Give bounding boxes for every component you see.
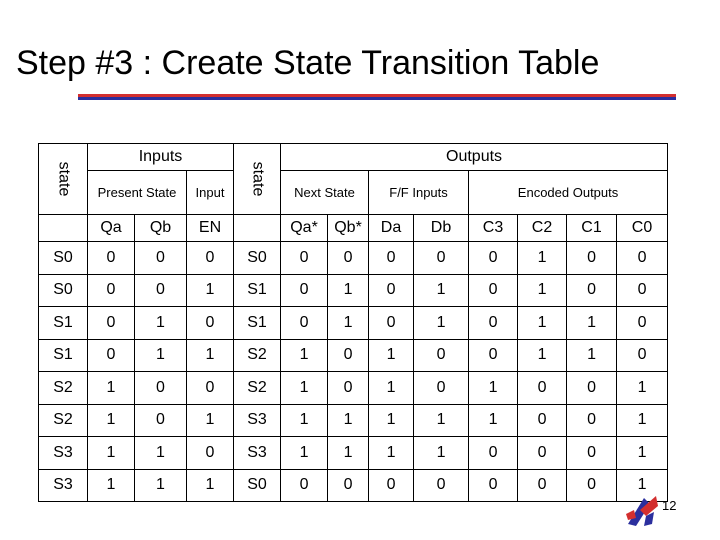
table-cell: S0 (234, 242, 281, 275)
table-cell: 1 (135, 307, 187, 340)
table-cell: 1 (617, 372, 668, 405)
table-cell: 0 (518, 372, 567, 405)
table-cell: S2 (234, 339, 281, 372)
table-cell: 1 (518, 339, 567, 372)
table-cell: 0 (281, 469, 328, 502)
table-cell: S2 (39, 372, 88, 405)
table-cell: 0 (135, 372, 187, 405)
table-cell: 0 (469, 242, 518, 275)
table-cell: 0 (567, 437, 617, 470)
table-cell: 1 (414, 437, 469, 470)
table-cell: 0 (369, 274, 414, 307)
table-cell: 1 (328, 274, 369, 307)
table-cell: 1 (567, 307, 617, 340)
table-cell: 0 (469, 339, 518, 372)
table-cell: 0 (88, 307, 135, 340)
table-cell: 1 (369, 339, 414, 372)
table-cell: 1 (88, 372, 135, 405)
table-cell: S1 (234, 307, 281, 340)
table-cell: 1 (369, 404, 414, 437)
table-cell: 0 (469, 274, 518, 307)
table-cell: 0 (617, 274, 668, 307)
table-cell: 1 (135, 469, 187, 502)
table-cell: 1 (281, 404, 328, 437)
ff-inputs-subheader: F/F Inputs (369, 171, 469, 215)
table-cell: 1 (617, 469, 668, 502)
next-state-vertical-label: state (249, 161, 267, 197)
table-row (39, 404, 668, 437)
table-cell: 1 (518, 274, 567, 307)
university-logo-icon (622, 490, 662, 530)
table-cell: S3 (39, 469, 88, 502)
table-cell: S1 (39, 339, 88, 372)
table-cell: 0 (328, 469, 369, 502)
present-state-vertical-label: state (55, 161, 72, 197)
column-header: EN (187, 215, 234, 242)
table-cell: 0 (88, 339, 135, 372)
table-cell: 0 (518, 437, 567, 470)
table-cell: 1 (88, 469, 135, 502)
table-cell: 0 (328, 242, 369, 275)
table-cell: 0 (187, 242, 234, 275)
table-cell: 1 (88, 437, 135, 470)
table-cell: S3 (234, 437, 281, 470)
table-cell: 1 (414, 274, 469, 307)
table-cell: 1 (617, 437, 668, 470)
table-cell: S3 (234, 404, 281, 437)
table-cell: S1 (39, 307, 88, 340)
table-cell: 0 (369, 242, 414, 275)
table-cell: 0 (617, 242, 668, 275)
table-cell: S0 (234, 469, 281, 502)
table-cell: 1 (328, 437, 369, 470)
table-cell: 0 (328, 339, 369, 372)
table-cell: 0 (187, 372, 234, 405)
table-cell: 0 (567, 372, 617, 405)
table-cell: 0 (414, 242, 469, 275)
table-row (39, 372, 668, 405)
table-cell: 0 (469, 469, 518, 502)
table-cell: 0 (518, 404, 567, 437)
table-cell: 0 (414, 372, 469, 405)
table-cell: S1 (234, 274, 281, 307)
table-cell: 0 (281, 274, 328, 307)
column-header: Db (414, 215, 469, 242)
table-cell: 1 (281, 372, 328, 405)
table-cell: 0 (617, 339, 668, 372)
table-cell: 1 (135, 339, 187, 372)
column-header: C1 (567, 215, 617, 242)
inputs-group-header: Inputs (88, 144, 234, 171)
table-cell: 0 (567, 404, 617, 437)
column-header: Qb* (328, 215, 369, 242)
input-subheader: Input (187, 171, 234, 215)
table-cell: S3 (39, 437, 88, 470)
outputs-group-header: Outputs (281, 144, 668, 171)
table-cell: S0 (39, 242, 88, 275)
table-row (39, 274, 668, 307)
blank-header-cell (234, 215, 281, 242)
table-cell: 0 (328, 372, 369, 405)
table-cell: 0 (469, 307, 518, 340)
slide-title: Step #3 : Create State Transition Table (16, 44, 600, 82)
present-state-subheader: Present State (88, 171, 187, 215)
table-cell: 0 (135, 242, 187, 275)
table-cell: 1 (187, 339, 234, 372)
table-cell: 1 (135, 437, 187, 470)
table-cell: 1 (369, 437, 414, 470)
table-cell: 0 (469, 437, 518, 470)
next-state-subheader: Next State (281, 171, 369, 215)
table-cell: 0 (617, 307, 668, 340)
column-header: C2 (518, 215, 567, 242)
table-cell: 1 (187, 404, 234, 437)
table-cell: 0 (567, 469, 617, 502)
page-number: 12 (662, 498, 677, 513)
column-header: Qa* (281, 215, 328, 242)
table-cell: 1 (187, 469, 234, 502)
table-cell: S2 (234, 372, 281, 405)
table-cell: 1 (518, 307, 567, 340)
title-underline-blue (78, 97, 676, 100)
table-cell: 0 (414, 469, 469, 502)
table-cell: 0 (88, 242, 135, 275)
table-cell: 1 (88, 404, 135, 437)
column-header: C3 (469, 215, 518, 242)
table-cell: 1 (518, 242, 567, 275)
table-cell: 0 (187, 437, 234, 470)
table-cell: 0 (567, 242, 617, 275)
column-header: Da (369, 215, 414, 242)
table-cell: 1 (617, 404, 668, 437)
table-cell: 0 (187, 307, 234, 340)
table-cell: 0 (567, 274, 617, 307)
table-cell: 1 (281, 437, 328, 470)
table-cell: 1 (414, 307, 469, 340)
table-row (39, 307, 668, 340)
table-cell: 1 (281, 339, 328, 372)
table-cell: 1 (414, 404, 469, 437)
table-cell: 0 (369, 469, 414, 502)
table-cell: 0 (369, 307, 414, 340)
table-cell: 0 (88, 274, 135, 307)
table-cell: 1 (328, 307, 369, 340)
state-transition-table (38, 143, 668, 502)
table-cell: 0 (135, 274, 187, 307)
table-cell: 1 (567, 339, 617, 372)
next-state-header-cell (234, 144, 281, 215)
column-header: Qa (88, 215, 135, 242)
table-row (39, 339, 668, 372)
table-cell: 1 (369, 372, 414, 405)
table-cell: 1 (469, 404, 518, 437)
table-cell: 0 (414, 339, 469, 372)
table-cell: 1 (187, 274, 234, 307)
table-cell: 0 (135, 404, 187, 437)
table-row (39, 242, 668, 275)
present-state-header-cell (39, 144, 88, 215)
table-cell: S0 (39, 274, 88, 307)
blank-header-cell (39, 215, 88, 242)
table-row (39, 469, 668, 502)
table-cell: 0 (518, 469, 567, 502)
table-cell: 1 (328, 404, 369, 437)
encoded-outputs-subheader: Encoded Outputs (469, 171, 668, 215)
table-cell: 0 (281, 242, 328, 275)
table-row (39, 437, 668, 470)
column-header: Qb (135, 215, 187, 242)
table-cell: 1 (469, 372, 518, 405)
column-header: C0 (617, 215, 668, 242)
table-cell: 0 (281, 307, 328, 340)
table-cell: S2 (39, 404, 88, 437)
